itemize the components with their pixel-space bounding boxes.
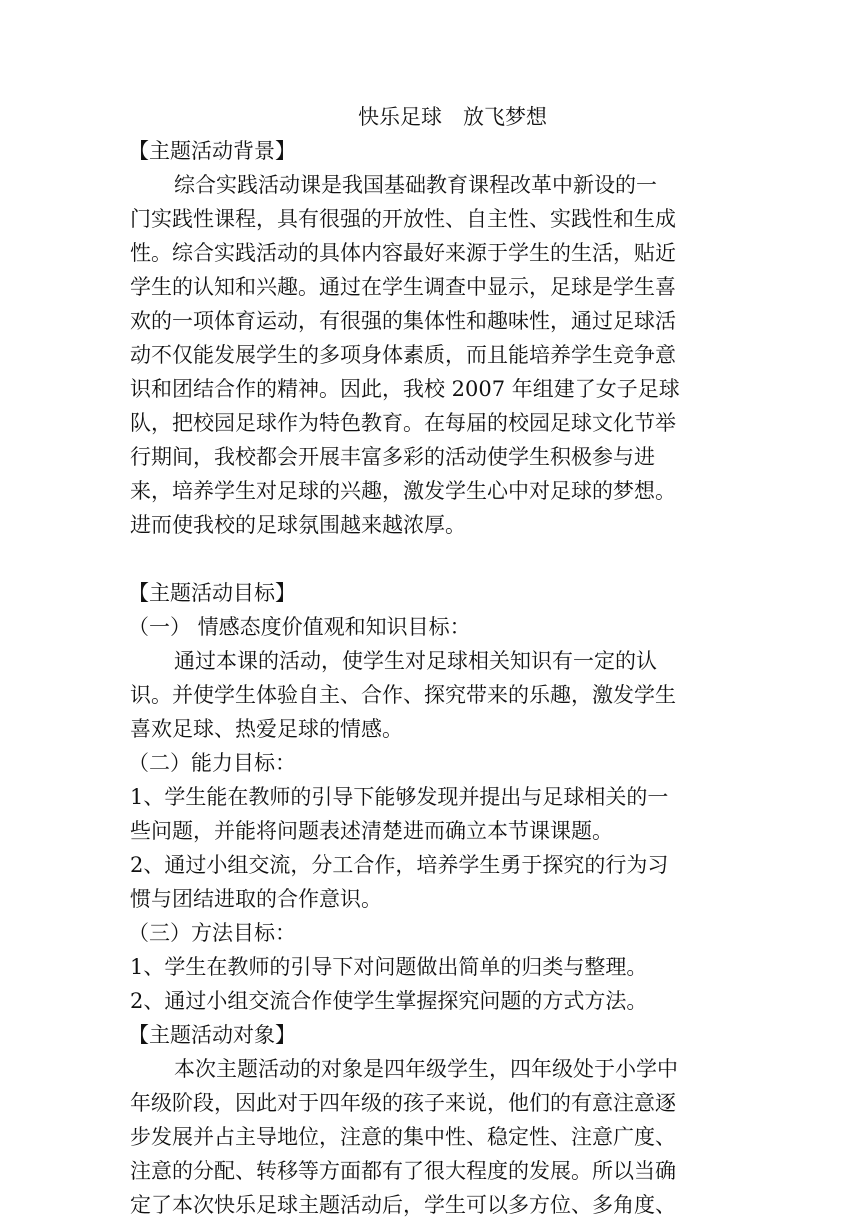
- subheading-method-goals: （三）方法目标：: [128, 921, 296, 945]
- paragraph-line: 性。综合实践活动的具体内容最好来源于学生的生活，贴近: [130, 241, 676, 265]
- section-heading-goals: 【主题活动目标】: [128, 581, 296, 605]
- paragraph-line: 学生的认知和兴趣。通过在学生调查中显示，足球是学生喜: [130, 275, 676, 299]
- section-heading-target: 【主题活动对象】: [128, 1023, 296, 1047]
- paragraph-line: 识和团结合作的精神。因此，我校 2007 年组建了女子足球: [130, 377, 680, 401]
- paragraph-line: 本次主题活动的对象是四年级学生，四年级处于小学中: [174, 1057, 678, 1081]
- list-item-line: 些问题，并能将问题表述清楚进而确立本节课课题。: [130, 819, 613, 843]
- section-heading-background: 【主题活动背景】: [128, 139, 296, 163]
- paragraph-line: 队，把校园足球作为特色教育。在每届的校园足球文化节举: [130, 411, 676, 435]
- paragraph-line: 通过本课的活动，使学生对足球相关知识有一定的认: [174, 649, 657, 673]
- paragraph-line: 欢的一项体育运动，有很强的集体性和趣味性，通过足球活: [130, 309, 676, 333]
- paragraph-spacer: [130, 542, 735, 576]
- paragraph-line: 注意的分配、转移等方面都有了很大程度的发展。所以当确: [130, 1159, 676, 1183]
- paragraph-line: 综合实践活动课是我国基础教育课程改革中新设的一: [174, 173, 657, 197]
- list-item-line: 1、学生能在教师的引导下能够发现并提出与足球相关的一: [130, 785, 669, 809]
- paragraph-line: 步发展并占主导地位，注意的集中性、稳定性、注意广度、: [130, 1125, 676, 1149]
- paragraph-line: 门实践性课程，具有很强的开放性、自主性、实践性和生成: [130, 207, 676, 231]
- paragraph-line: 定了本次快乐足球主题活动后，学生可以多方位、多角度、: [130, 1193, 676, 1217]
- list-item-line: 2、通过小组交流合作使学生掌握探究问题的方式方法。: [130, 989, 648, 1013]
- paragraph-line: 行期间，我校都会开展丰富多彩的活动使学生积极参与进: [130, 445, 655, 469]
- paragraph-line: 识。并使学生体验自主、合作、探究带来的乐趣，激发学生: [130, 683, 676, 707]
- list-item-line: 惯与团结进取的合作意识。: [130, 887, 382, 911]
- list-item-line: 1、学生在教师的引导下对问题做出简单的归类与整理。: [130, 955, 648, 979]
- list-item-line: 2、通过小组交流，分工合作，培养学生勇于探究的行为习: [130, 853, 669, 877]
- paragraph-line: 进而使我校的足球氛围越来越浓厚。: [130, 513, 466, 537]
- paragraph-line: 动不仅能发展学生的多项身体素质，而且能培养学生竞争意: [130, 343, 676, 367]
- subheading-ability-goals: （二）能力目标：: [128, 751, 296, 775]
- paragraph-line: 喜欢足球、热爱足球的情感。: [130, 717, 403, 741]
- paragraph-line: 来，培养学生对足球的兴趣，激发学生心中对足球的梦想。: [130, 479, 676, 503]
- document-title: 快乐足球 放飞梦想: [358, 105, 547, 129]
- subheading-attitude-goals: （一） 情感态度价值观和知识目标：: [128, 615, 471, 639]
- document-page: [130, 100, 735, 1222]
- paragraph-line: 年级阶段，因此对于四年级的孩子来说，他们的有意注意逐: [130, 1091, 676, 1115]
